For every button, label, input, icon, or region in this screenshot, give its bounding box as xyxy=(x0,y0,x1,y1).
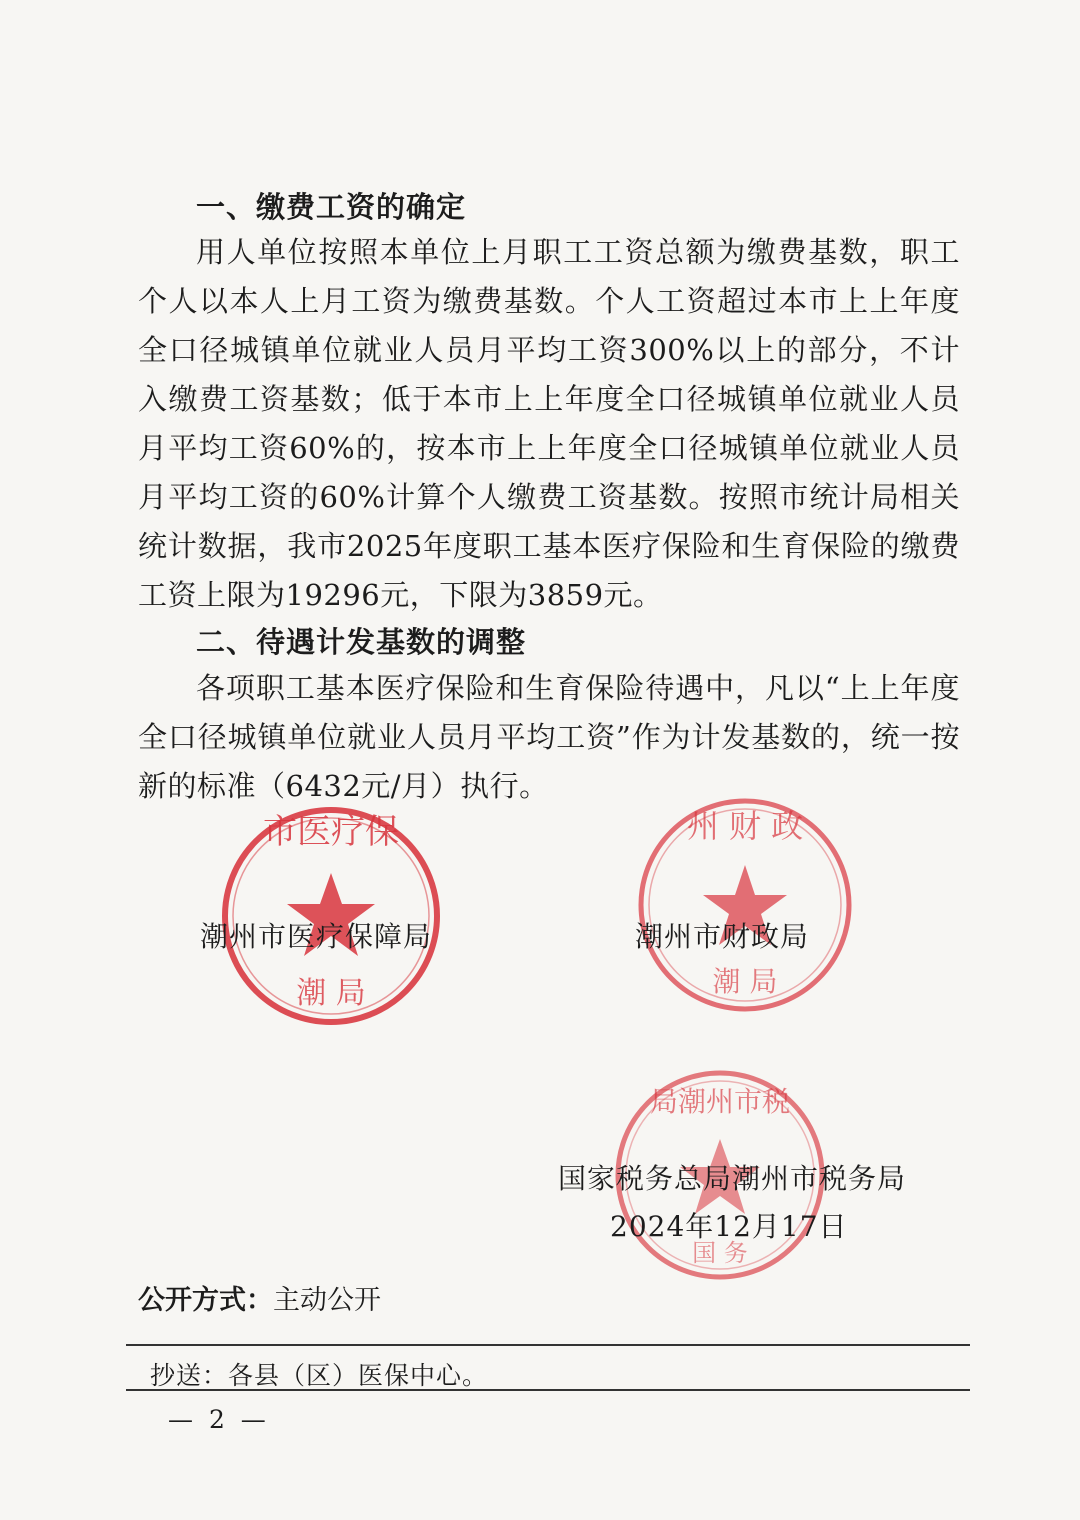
signature-medical-bureau: 潮州市医疗保障局 xyxy=(200,920,433,953)
section-1-body: 用人单位按照本单位上月职工工资总额为缴费基数，职工个人以本人上月工资为缴费基数。个人工资超过本市上上年度全口径城镇单位就业人员月平均工资300%以上的部分，不计入缴费工资基数；低于本市上上年度全口径城镇单位就业人员月平均工资60%的，按本市上上年度全口径城镇单位就业人员月平均工资的60%计算个人缴费工资基数。按照市统计局相关统计数据，我市2025年度职工基本医疗保险和生育保险的缴费工资上限为19296元，下限为3859元。 xyxy=(138,235,960,612)
page-number: — 2 — xyxy=(168,1405,270,1434)
section-2-heading: 二、待遇计发基数的调整 xyxy=(196,625,527,659)
signature-finance-bureau: 潮州市财政局 xyxy=(635,920,810,953)
svg-text:潮 局: 潮 局 xyxy=(296,976,366,1011)
svg-text:国 务: 国 务 xyxy=(692,1239,748,1267)
cc-bottom-rule xyxy=(126,1389,970,1391)
disclosure-line xyxy=(138,1278,381,1317)
section-2-body: 各项职工基本医疗保险和生育保险待遇中，凡以“上上年度全口径城镇单位就业人员月平均工资”作为计发基数的，统一按新的标准（6432元/月）执行。 xyxy=(138,671,960,803)
svg-text:州 财 政: 州 财 政 xyxy=(686,807,804,845)
finance-bureau-seal xyxy=(633,793,857,1017)
section-1-heading: 一、缴费工资的确定 xyxy=(196,190,467,224)
svg-text:局潮州市税: 局潮州市税 xyxy=(649,1085,791,1118)
svg-text:潮 局: 潮 局 xyxy=(712,965,778,998)
cc-line: 抄送：各县（区）医保中心。 xyxy=(150,1361,489,1390)
svg-text:市医疗保: 市医疗保 xyxy=(263,812,399,852)
disclosure-value: 主动公开 xyxy=(273,1285,381,1316)
cc-top-rule xyxy=(126,1344,970,1346)
document-date: 2024年12月17日 xyxy=(610,1210,848,1243)
signature-tax-bureau: 国家税务总局潮州市税务局 xyxy=(558,1162,907,1195)
disclosure-label: 公开方式： xyxy=(138,1285,273,1316)
